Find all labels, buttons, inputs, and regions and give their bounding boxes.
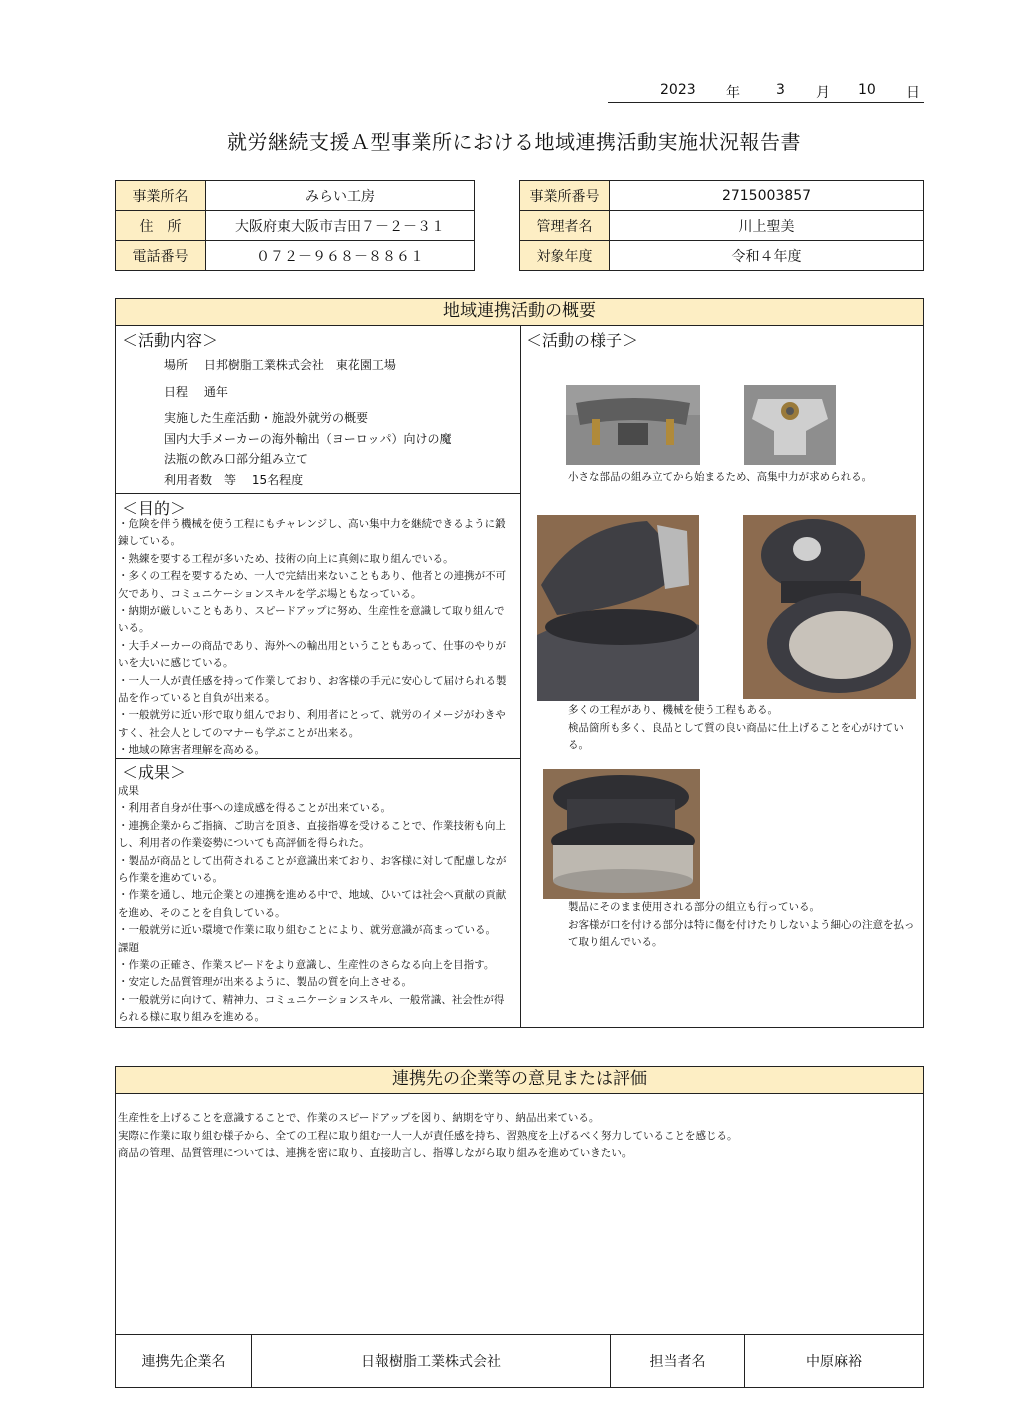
evaluation-line: 商品の管理、品質管理については、連携を密に取り、直接助言し、指導しながら取り組みを進めていきたい。 [118, 1147, 633, 1159]
caption-line: 製品にそのまま使用される部分の組立も行っている。 [568, 901, 820, 913]
list-item: ・連携企業からご指摘、ご助言を頂き、直接指導を受けることで、作業技術も向上 [118, 819, 506, 832]
purpose-title: ＜目的＞ [122, 499, 187, 518]
info-label: 電話番号 [116, 241, 206, 271]
date-year-unit: 年 [726, 85, 740, 101]
list-item: ・作業を通し、地元企業との連携を進める中で、地域、ひいては社会へ貢献の貢献 [118, 889, 507, 902]
caption-line: お客様が口を付ける部分は特に傷を付けたりしないよう細心の注意を払っ [568, 918, 915, 931]
info-value: 川上聖美 [610, 211, 924, 241]
result-title: ＜成果＞ [122, 763, 187, 782]
list-item: ・一般就労に近い形で取り組んでおり、利用者にとって、就労のイメージがわきや [118, 709, 506, 722]
list-item: 成果 [118, 785, 139, 797]
photo-image [566, 385, 700, 465]
activity-line: 実施した生産活動・施設外就労の概要 [164, 411, 369, 425]
photo-part-assembly-1 [566, 385, 700, 465]
row-divider [116, 493, 520, 494]
contact-person-label: 担当者名 [649, 1354, 706, 1370]
info-value: ０７２－９６８－８８６１ [206, 241, 475, 271]
partner-company-label: 連携先企業名 [141, 1354, 226, 1370]
partner-company-name: 日報樹脂工業株式会社 [361, 1354, 501, 1370]
caption-line: て取り組んでいる。 [568, 936, 663, 948]
photo-caption [568, 899, 915, 952]
info-label: 対象年度 [520, 241, 610, 271]
evaluation-header: 連携先の企業等の意見または評価 [116, 1067, 923, 1094]
caption-line: 検品箇所も多く、良品として質の良い商品に仕上げることを心がけてい [568, 721, 904, 734]
activity-line: 法瓶の飲み口部分組み立て [164, 452, 309, 466]
table-row [520, 211, 924, 241]
date-day-unit: 日 [906, 85, 920, 101]
list-item: 課題 [118, 941, 139, 954]
list-item: ・大手メーカーの商品であり、海外への輸出用ということもあって、仕事のやりが [118, 639, 506, 652]
photo-lid-open [537, 515, 699, 701]
photo-image [543, 769, 700, 899]
date-month-unit: 月 [816, 85, 830, 101]
photo-spout-assembly [543, 769, 700, 899]
activity-title: ＜活動内容＞ [122, 331, 219, 350]
list-item: ・納期が厳しいこともあり、スピードアップに努め、生産性を意識して取り組んで [118, 605, 505, 618]
activity-line: 日程 通年 [164, 385, 228, 399]
table-row [116, 211, 475, 241]
list-item: ・地域の障害者理解を高める。 [118, 744, 265, 757]
photo-caption [568, 702, 904, 755]
list-item: 錬している。 [118, 535, 181, 548]
purpose-list [118, 516, 507, 760]
page-title: 就労継続支援Ａ型事業所における地域連携活動実施状況報告書 [227, 130, 801, 154]
info-value: みらい工房 [206, 181, 475, 211]
activity-line: 利用者数 等 15名程度 [164, 473, 304, 487]
info-label: 事業所名 [116, 181, 206, 211]
photo-image [537, 515, 699, 701]
list-item: いを大いに感じている。 [118, 657, 234, 670]
info-value: 2715003857 [610, 181, 924, 211]
list-item: られる様に取り組みを進める。 [118, 1011, 265, 1024]
list-item: ・作業の正確さ、作業スピードをより意識し、生産性のさらなる向上を目指す。 [118, 959, 495, 972]
activity-line: 場所 日邦樹脂工業株式会社 東花園工場 [164, 358, 396, 372]
overview-header: 地域連携活動の概要 [116, 299, 923, 326]
result-list [118, 783, 507, 1027]
activity-line: 国内大手メーカーの海外輸出（ヨーロッパ）向けの魔 [164, 432, 452, 446]
scene-title: ＜活動の様子＞ [526, 331, 639, 350]
date-year: 2023 [660, 82, 696, 98]
info-value: 令和４年度 [610, 241, 924, 271]
list-item: ・製品が商品として出荷されることが意識出来ており、お客様に対して配慮しなが [118, 854, 507, 867]
caption-line: 多くの工程があり、機械を使う工程もある。 [568, 704, 778, 716]
overview-section [115, 298, 924, 1028]
list-item: ・危険を伴う機械を使う工程にもチャレンジし、高い集中力を継続できるように鍛 [118, 518, 506, 530]
list-item: を進め、そのことを自負している。 [118, 906, 286, 919]
list-item: 品を作っていると自負が出来る。 [118, 692, 276, 705]
photo-lid-top [743, 515, 916, 699]
office-info-table [115, 180, 475, 271]
photo-image [743, 515, 916, 699]
list-item: すく、社会人としてのマナーも学ぶことが出来る。 [118, 726, 360, 739]
info-label: 管理者名 [520, 211, 610, 241]
evaluation-text [118, 1110, 738, 1163]
photo-part-assembly-2 [744, 385, 836, 465]
evaluation-line: 実際に作業に取り組む様子から、全ての工程に取り組む一人一人が責任感を持ち、習熟度を上げるべく努力していることを感じる。 [118, 1129, 738, 1142]
evaluation-line: 生産性を上げることを意識することで、作業のスピードアップを図り、納期を守り、納品出来ている。 [118, 1112, 600, 1124]
list-item: ・熟練を要する工程が多いため、技術の向上に真剣に取り組んでいる。 [118, 552, 454, 565]
date-day: 10 [858, 82, 876, 98]
list-item: いる。 [118, 622, 150, 635]
list-item: ・安定した品質管理が出来るように、製品の質を向上させる。 [118, 976, 412, 989]
table-row [116, 181, 475, 211]
caption-line: る。 [568, 739, 589, 751]
column-divider [520, 326, 521, 1027]
list-item: し、利用者の作業姿勢についても高評価を得られた。 [118, 837, 370, 850]
list-item: ・利用者自身が仕事への達成感を得ることが出来ている。 [118, 802, 391, 815]
list-item: ・一般就労に向けて、精神力、コミュニケーションスキル、一般常識、社会性が得 [118, 993, 505, 1006]
table-row [520, 241, 924, 271]
office-info-table-right [519, 180, 924, 271]
photo-caption: 小さな部品の組み立てから始まるため、高集中力が求められる。 [568, 471, 873, 483]
table-row [116, 241, 475, 271]
photo-image [744, 385, 836, 465]
list-item: ・多くの工程を要するため、一人で完結出来ないこともあり、他者との連携が不可 [118, 570, 507, 583]
evaluation-section [115, 1066, 924, 1388]
info-value: 大阪府東大阪市吉田７－２－３１ [206, 211, 475, 241]
table-row [520, 181, 924, 211]
report-date [608, 80, 924, 103]
list-item: ・一般就労に近い環境で作業に取り組むことにより、就労意識が高まっている。 [118, 924, 496, 937]
footer-divider [116, 1334, 923, 1335]
list-item: 欠であり、コミュニケーションスキルを学ぶ場ともなっている。 [118, 587, 422, 600]
list-item: ・一人一人が責任感を持って作業しており、お客様の手元に安心して届けられる製 [118, 674, 507, 687]
list-item: ら作業を進めている。 [118, 872, 223, 885]
info-label: 事業所番号 [520, 181, 610, 211]
info-label: 住 所 [116, 211, 206, 241]
contact-person-name: 中原麻裕 [806, 1354, 862, 1370]
date-month: 3 [776, 82, 785, 98]
